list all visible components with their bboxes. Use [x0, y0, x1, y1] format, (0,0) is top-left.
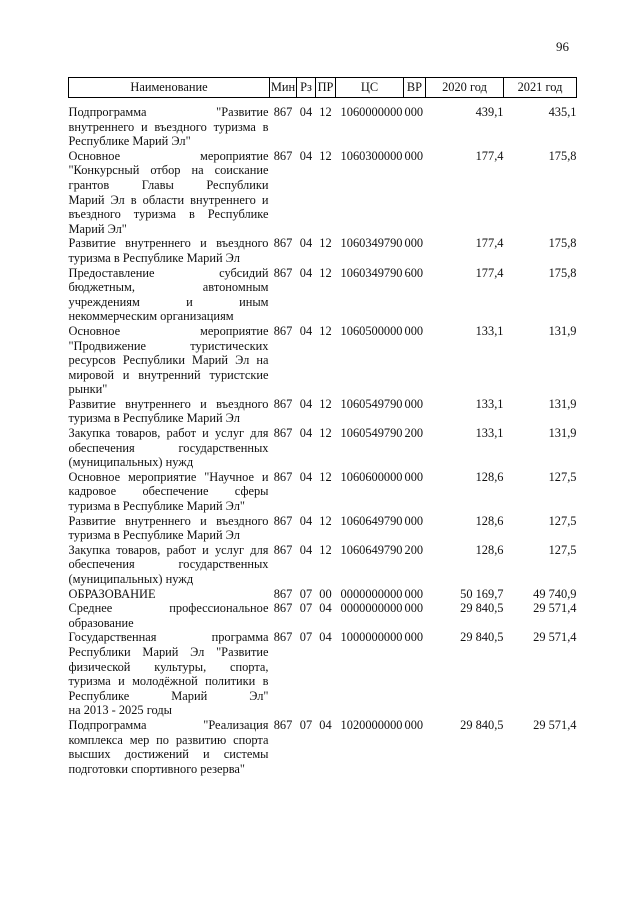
cell-pr: 12	[319, 542, 332, 557]
name-line: (муниципальных) нужд	[68, 572, 194, 586]
header-pr: ПР	[316, 78, 336, 98]
cell-amount-2020: 133,1	[475, 396, 504, 411]
cell-rz: 04	[299, 469, 313, 484]
cell-min: 867	[273, 105, 293, 119]
cell-vr: 000	[404, 236, 424, 251]
cell-amount-2021: 29 571,4	[533, 630, 577, 645]
table-row	[69, 426, 577, 470]
page-number: 96	[556, 39, 569, 54]
table-row	[69, 266, 577, 324]
cell-amount-2020: 29 840,5	[460, 601, 504, 616]
cell-name	[69, 266, 270, 324]
cell-amount-2021: 131,9	[548, 323, 577, 338]
cell-rz: 04	[299, 513, 313, 528]
cell-min: 867	[273, 323, 293, 338]
cell-min: 867	[273, 717, 293, 732]
cell-name	[69, 470, 270, 514]
header-cs: ЦС	[336, 78, 404, 98]
cell-pr: 12	[319, 396, 332, 411]
cell-amount-2021: 131,9	[548, 396, 577, 411]
name-line: Развитие внутреннего и въездного	[68, 396, 269, 411]
cell-vr: 000	[404, 148, 424, 163]
name-line: учреждениям и иным	[68, 294, 269, 309]
cell-amount-2020: 29 840,5	[460, 630, 504, 645]
cell-name	[69, 98, 270, 149]
header-rz: Рз	[297, 78, 316, 98]
cell-cs: 1020000000	[340, 717, 403, 732]
cell-name	[69, 543, 270, 587]
cell-name	[69, 587, 270, 602]
cell-vr: 600	[404, 265, 424, 280]
name-line: образование	[68, 615, 134, 630]
table-row	[69, 149, 577, 237]
name-line: внутреннего и въездного туризма в	[68, 119, 269, 134]
cell-amount-2020: 133,1	[475, 426, 504, 441]
cell-min: 867	[273, 586, 293, 601]
cell-amount-2020: 29 840,5	[460, 717, 504, 732]
cell-name	[69, 514, 270, 543]
table-row	[69, 236, 577, 265]
cell-cs: 1060500000	[340, 323, 403, 338]
name-line: Марий Эл"	[68, 221, 127, 236]
cell-rz: 04	[299, 542, 313, 557]
cell-amount-2021: 175,8	[548, 265, 577, 280]
table-row	[69, 324, 577, 397]
name-line: некоммерческим организациям	[68, 309, 234, 324]
cell-vr: 000	[404, 513, 424, 528]
cell-rz: 07	[299, 630, 313, 645]
cell-min: 867	[273, 630, 293, 645]
cell-name	[69, 397, 270, 426]
name-line: Среднее профессиональное	[68, 601, 269, 616]
cell-pr: 12	[319, 148, 332, 163]
cell-cs: 1060600000	[340, 469, 403, 484]
cell-cs: 1060349790	[340, 236, 403, 251]
cell-amount-2021: 175,8	[548, 236, 577, 251]
cell-amount-2020: 177,4	[475, 236, 504, 251]
cell-name	[69, 324, 270, 397]
name-line: Закупка товаров, работ и услуг для	[68, 426, 269, 441]
cell-min: 867	[273, 513, 293, 528]
cell-cs: 1060000000	[340, 105, 403, 119]
cell-vr: 000	[404, 469, 424, 484]
name-line: Закупка товаров, работ и услуг для	[68, 542, 269, 557]
cell-rz: 04	[299, 148, 313, 163]
cell-cs: 0000000000	[340, 586, 403, 601]
cell-amount-2021: 127,5	[548, 542, 577, 557]
cell-rz: 04	[299, 323, 313, 338]
name-line: Основное мероприятие	[68, 148, 269, 163]
cell-cs: 1060300000	[340, 148, 403, 163]
name-line: туризма в Республике Марий Эл	[68, 528, 240, 543]
table-row	[69, 543, 577, 587]
cell-name	[69, 236, 270, 265]
cell-amount-2020: 133,1	[475, 323, 504, 338]
cell-min: 867	[273, 236, 293, 251]
cell-pr: 00	[319, 586, 332, 601]
name-line: туризма и молодёжной политики в	[68, 674, 269, 689]
name-line: рынки"	[68, 382, 108, 397]
name-line: Республики Марий Эл "Развитие	[68, 644, 269, 659]
cell-vr: 000	[404, 105, 424, 119]
cell-min: 867	[273, 469, 293, 484]
cell-pr: 12	[319, 469, 332, 484]
cell-vr: 000	[404, 396, 424, 411]
cell-amount-2020: 128,6	[475, 513, 504, 528]
name-line: "Конкурсный отбор на соискание	[68, 163, 269, 178]
cell-pr: 04	[319, 717, 332, 732]
cell-amount-2021: 175,8	[548, 148, 577, 163]
name-line: Предоставление субсидий	[68, 265, 269, 280]
cell-cs: 1060649790	[340, 542, 403, 557]
table-row	[69, 601, 577, 630]
cell-min: 867	[273, 396, 293, 411]
name-line: Подпрограмма "Развитие	[68, 105, 269, 119]
cell-cs: 1060349790	[340, 265, 403, 280]
name-line: Республике Марий Эл"	[68, 134, 191, 149]
cell-pr: 12	[319, 513, 332, 528]
header-year-2020: 2020 год	[426, 78, 504, 98]
cell-amount-2020: 128,6	[475, 469, 504, 484]
name-line: грантов Главы Республики	[68, 177, 269, 192]
cell-pr: 12	[319, 323, 332, 338]
cell-cs: 0000000000	[340, 601, 403, 616]
name-line: ОБРАЗОВАНИЕ	[68, 586, 156, 601]
cell-vr: 000	[404, 717, 424, 732]
cell-amount-2020: 50 169,7	[460, 586, 504, 601]
table-row	[69, 587, 577, 602]
name-line: подготовки спортивного резерва"	[68, 761, 245, 776]
name-line: туризма в Республике Марий Эл"	[68, 499, 245, 514]
header-name: Наименование	[69, 78, 270, 98]
table-row	[69, 98, 577, 149]
cell-rz: 04	[299, 426, 313, 441]
cell-amount-2020: 177,4	[475, 148, 504, 163]
cell-cs: 1060549790	[340, 426, 403, 441]
cell-cs: 1060649790	[340, 513, 403, 528]
cell-vr: 000	[404, 586, 424, 601]
table-header-row	[69, 78, 577, 98]
name-line: обеспечения государственных	[68, 557, 269, 572]
cell-vr: 000	[404, 323, 424, 338]
cell-pr: 04	[319, 630, 332, 645]
name-line: Марий Эл в области внутреннего и	[68, 192, 269, 207]
name-line: туризма в Республике Марий Эл	[68, 411, 240, 426]
table-row	[69, 630, 577, 718]
name-line: бюджетным, автономным	[68, 280, 269, 295]
cell-amount-2021: 127,5	[548, 469, 577, 484]
cell-pr: 12	[319, 105, 332, 119]
cell-cs: 1000000000	[340, 630, 403, 645]
cell-vr: 200	[404, 542, 424, 557]
name-line: Основное мероприятие	[68, 323, 269, 338]
cell-name	[69, 601, 270, 630]
name-line: въездного туризма в Республике	[68, 207, 269, 222]
name-line: Государственная программа	[68, 630, 269, 645]
cell-amount-2021: 127,5	[548, 513, 577, 528]
budget-table	[68, 77, 577, 776]
cell-pr: 12	[319, 236, 332, 251]
cell-amount-2021: 29 571,4	[533, 601, 577, 616]
cell-amount-2021: 435,1	[548, 105, 577, 119]
cell-vr: 000	[404, 601, 424, 616]
table-body	[69, 98, 577, 777]
cell-min: 867	[273, 148, 293, 163]
cell-amount-2020: 128,6	[475, 542, 504, 557]
table-row	[69, 397, 577, 426]
cell-min: 867	[273, 426, 293, 441]
cell-rz: 07	[299, 717, 313, 732]
name-line: физической культуры, спорта,	[68, 659, 269, 674]
cell-amount-2021: 29 571,4	[533, 717, 577, 732]
cell-min: 867	[273, 265, 293, 280]
name-line: высших достижений и системы	[68, 747, 269, 762]
cell-rz: 07	[299, 586, 313, 601]
header-min: Мин	[270, 78, 297, 98]
name-line: "Продвижение туристических	[68, 338, 269, 353]
name-line: (муниципальных) нужд	[68, 455, 194, 470]
cell-amount-2021: 131,9	[548, 426, 577, 441]
cell-name	[69, 630, 270, 718]
name-line: Республике Марий Эл"	[68, 688, 269, 703]
cell-name	[69, 149, 270, 237]
name-line: комплекса мер по развитию спорта	[68, 732, 269, 747]
cell-rz: 04	[299, 105, 313, 119]
cell-vr: 000	[404, 630, 424, 645]
cell-vr: 200	[404, 426, 424, 441]
cell-amount-2020: 439,1	[475, 105, 504, 119]
cell-pr: 04	[319, 601, 332, 616]
cell-amount-2021: 49 740,9	[533, 586, 577, 601]
header-year-2021: 2021 год	[504, 78, 577, 98]
name-line: туризма в Республике Марий Эл	[68, 250, 240, 265]
name-line: мировой и внутренний туристские	[68, 367, 269, 382]
cell-pr: 12	[319, 265, 332, 280]
name-line: Развитие внутреннего и въездного	[68, 513, 269, 528]
name-line: кадровое обеспечение сферы	[68, 484, 269, 499]
cell-name	[69, 718, 270, 776]
name-line: Развитие внутреннего и въездного	[68, 236, 269, 251]
cell-name	[69, 426, 270, 470]
cell-pr: 12	[319, 426, 332, 441]
cell-rz: 04	[299, 236, 313, 251]
cell-min: 867	[273, 601, 293, 616]
name-line: Подпрограмма "Реализация	[68, 717, 269, 732]
cell-amount-2020: 177,4	[475, 265, 504, 280]
name-line: обеспечения государственных	[68, 440, 269, 455]
table-row	[69, 470, 577, 514]
cell-min: 867	[273, 542, 293, 557]
name-line: Основное мероприятие "Научное и	[68, 469, 269, 484]
cell-cs: 1060549790	[340, 396, 403, 411]
cell-rz: 04	[299, 265, 313, 280]
table-row	[69, 514, 577, 543]
cell-rz: 04	[299, 396, 313, 411]
header-vr: ВР	[404, 78, 426, 98]
table-row	[69, 718, 577, 776]
cell-rz: 07	[299, 601, 313, 616]
name-line: на 2013 - 2025 годы	[68, 703, 172, 718]
name-line: ресурсов Республики Марий Эл на	[68, 353, 269, 368]
